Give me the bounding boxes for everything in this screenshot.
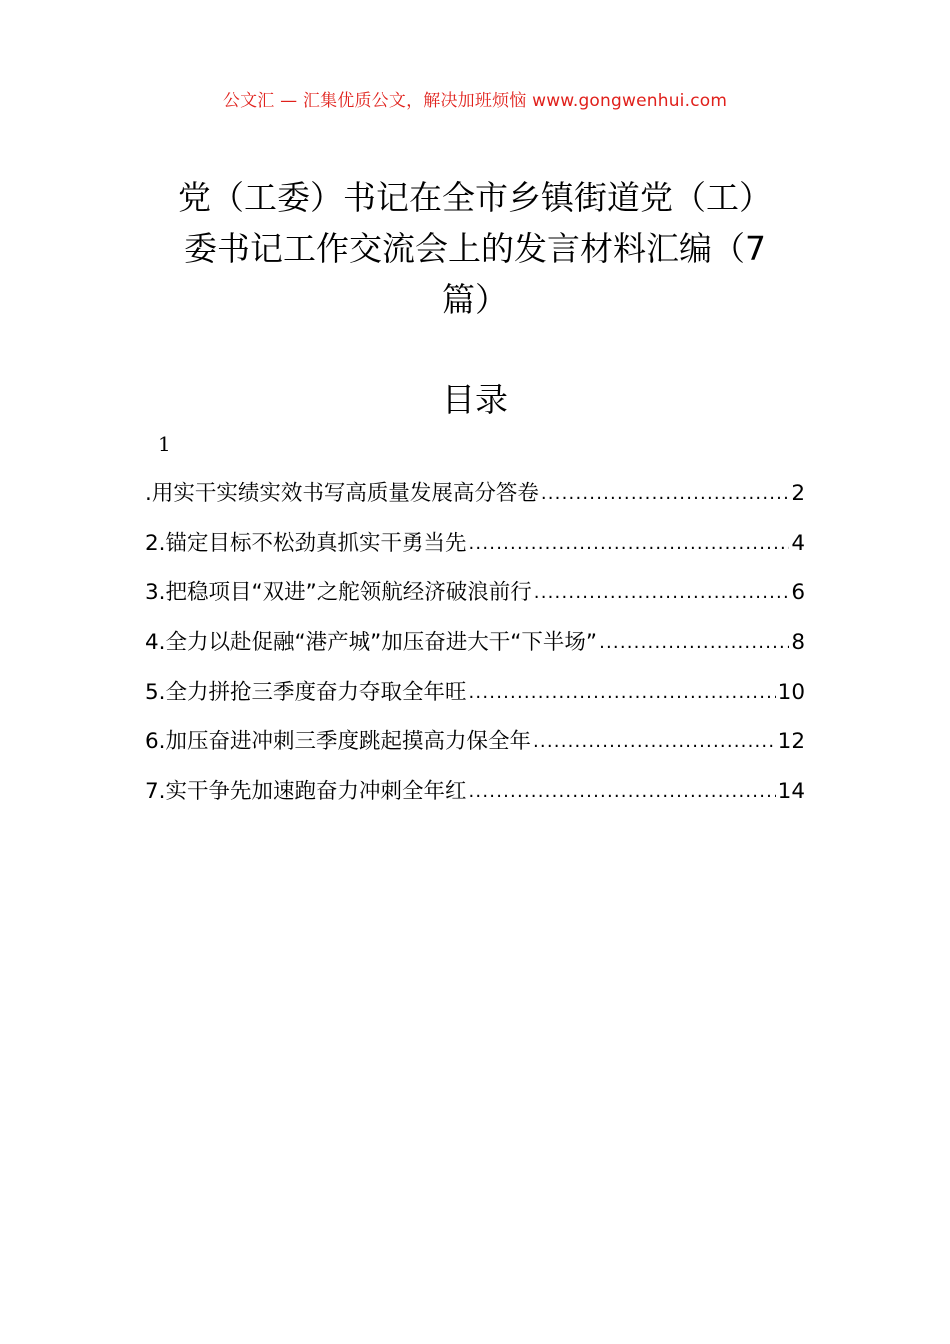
toc-entry[interactable]	[145, 575, 805, 625]
toc-entry-title: 2.锚定目标不松劲真抓实干勇当先	[145, 530, 467, 556]
title-line: 党（工委）书记在全市乡镇街道党（工）	[178, 178, 772, 217]
toc-dot-leader	[599, 632, 789, 653]
toc-page-number: 14	[777, 779, 805, 805]
toc-entry-title: 6.加压奋进冲刺三季度跳起摸高力保全年	[145, 729, 532, 755]
toc-entry-title: 7.实干争先加速跑奋力冲刺全年红	[145, 779, 467, 805]
toc-page-number: 8	[791, 630, 805, 656]
site-banner[interactable]: 公文汇 — 汇集优质公文，解决加班烦恼 www.gongwenhui.com	[222, 91, 728, 111]
toc-dot-leader	[533, 731, 776, 752]
toc-page-number: 6	[791, 580, 805, 606]
toc-entry-title: 4.全力以赴促融“港产城”加压奋进大干“下半场”	[145, 630, 598, 656]
title-line: 篇）	[442, 280, 508, 319]
toc-dot-leader	[469, 682, 776, 703]
title-line: 委书记工作交流会上的发言材料汇编（7	[184, 229, 766, 268]
toc-entry[interactable]	[145, 774, 805, 824]
toc-entry[interactable]	[145, 625, 805, 675]
toc-entry[interactable]	[145, 675, 805, 725]
toc-stray-number: 1	[158, 432, 171, 456]
toc-dot-leader	[469, 781, 776, 802]
document-title	[150, 172, 800, 325]
toc-entry[interactable]	[145, 476, 805, 526]
toc-page-number: 10	[777, 679, 805, 705]
toc-entry-title: .用实干实绩实效书写高质量发展高分答卷	[145, 481, 539, 506]
toc-page-number: 12	[777, 729, 805, 755]
toc-entry-title: 5.全力拼抢三季度奋力夺取全年旺	[145, 679, 467, 705]
toc-dot-leader	[534, 582, 790, 603]
toc-page-number: 2	[791, 481, 805, 506]
toc-page-number: 4	[791, 530, 805, 556]
toc-heading: 目录	[442, 380, 508, 419]
table-of-contents	[145, 476, 805, 824]
toc-entry[interactable]	[145, 724, 805, 774]
toc-dot-leader	[469, 533, 790, 554]
toc-entry-title: 3.把稳项目“双进”之舵领航经济破浪前行	[145, 580, 532, 606]
toc-dot-leader	[541, 483, 789, 504]
toc-entry[interactable]	[145, 526, 805, 576]
